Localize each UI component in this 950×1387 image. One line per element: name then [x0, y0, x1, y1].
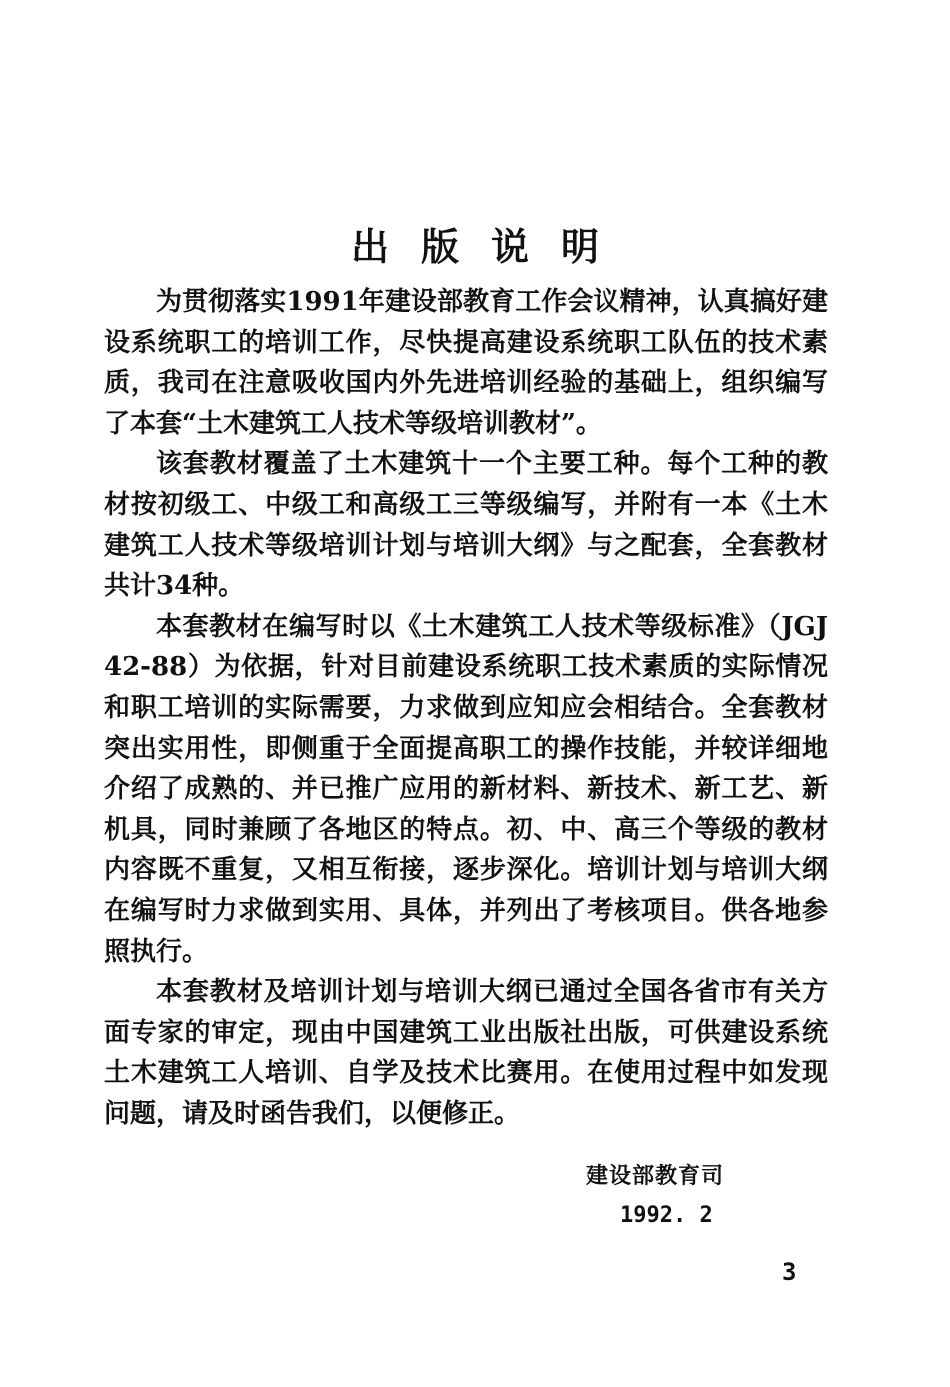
paragraph-3: 本套教材在编写时以《土木建筑工人技术等级标准》（JGJ42-88）为依据，针对目前建设系统职工技术素质的实际情况和职工培训的实际需要，力求做到应知应会相结合。全套教材突出实用性，即侧重于全面提高职工的操作技能，并较详细地介绍了成熟的、并已推广应用的新材料、新技术、新工艺、新机具，同时兼顾了各地区的特点。初、中、高三个等级的教材内容既不重复，又相互衔接，逐步深化。培训计划与培训大纲在编写时力求做到实用、具体，并列出了考核项目。供各地参照执行。: [104, 611, 828, 967]
page-number: 3: [782, 1258, 797, 1286]
signature: 建设部教育司: [586, 1163, 725, 1189]
page-title: 出版说明: [350, 224, 631, 270]
paragraph-1: 为贯彻落实1991年建设部教育工作会议精神，认真搞好建设系统职工的培训工作，尽快提高建设系统职工队伍的技术素质，我司在注意吸收国内外先进培训经验的基础上，组织编写了本套“土木建筑工人技术等级培训教材”。: [104, 287, 828, 439]
paragraph-4: 本套教材及培训计划与培训大纲已通过全国各省市有关方面专家的审定，现由中国建筑工业出版社出版，可供建设系统土木建筑工人培训、自学及技术比赛用。在使用过程中如发现问题，请及时函告我们，以便修正。: [104, 977, 828, 1129]
paragraph-2: 该套教材覆盖了土木建筑十一个主要工种。每个工种的教材按初级工、中级工和高级工三等级编写，并附有一本《土木建筑工人技术等级培训计划与培训大纲》与之配套，全套教材共计34种。: [104, 449, 828, 602]
date: 1992. 2: [620, 1203, 713, 1228]
body-text: [104, 282, 828, 1134]
